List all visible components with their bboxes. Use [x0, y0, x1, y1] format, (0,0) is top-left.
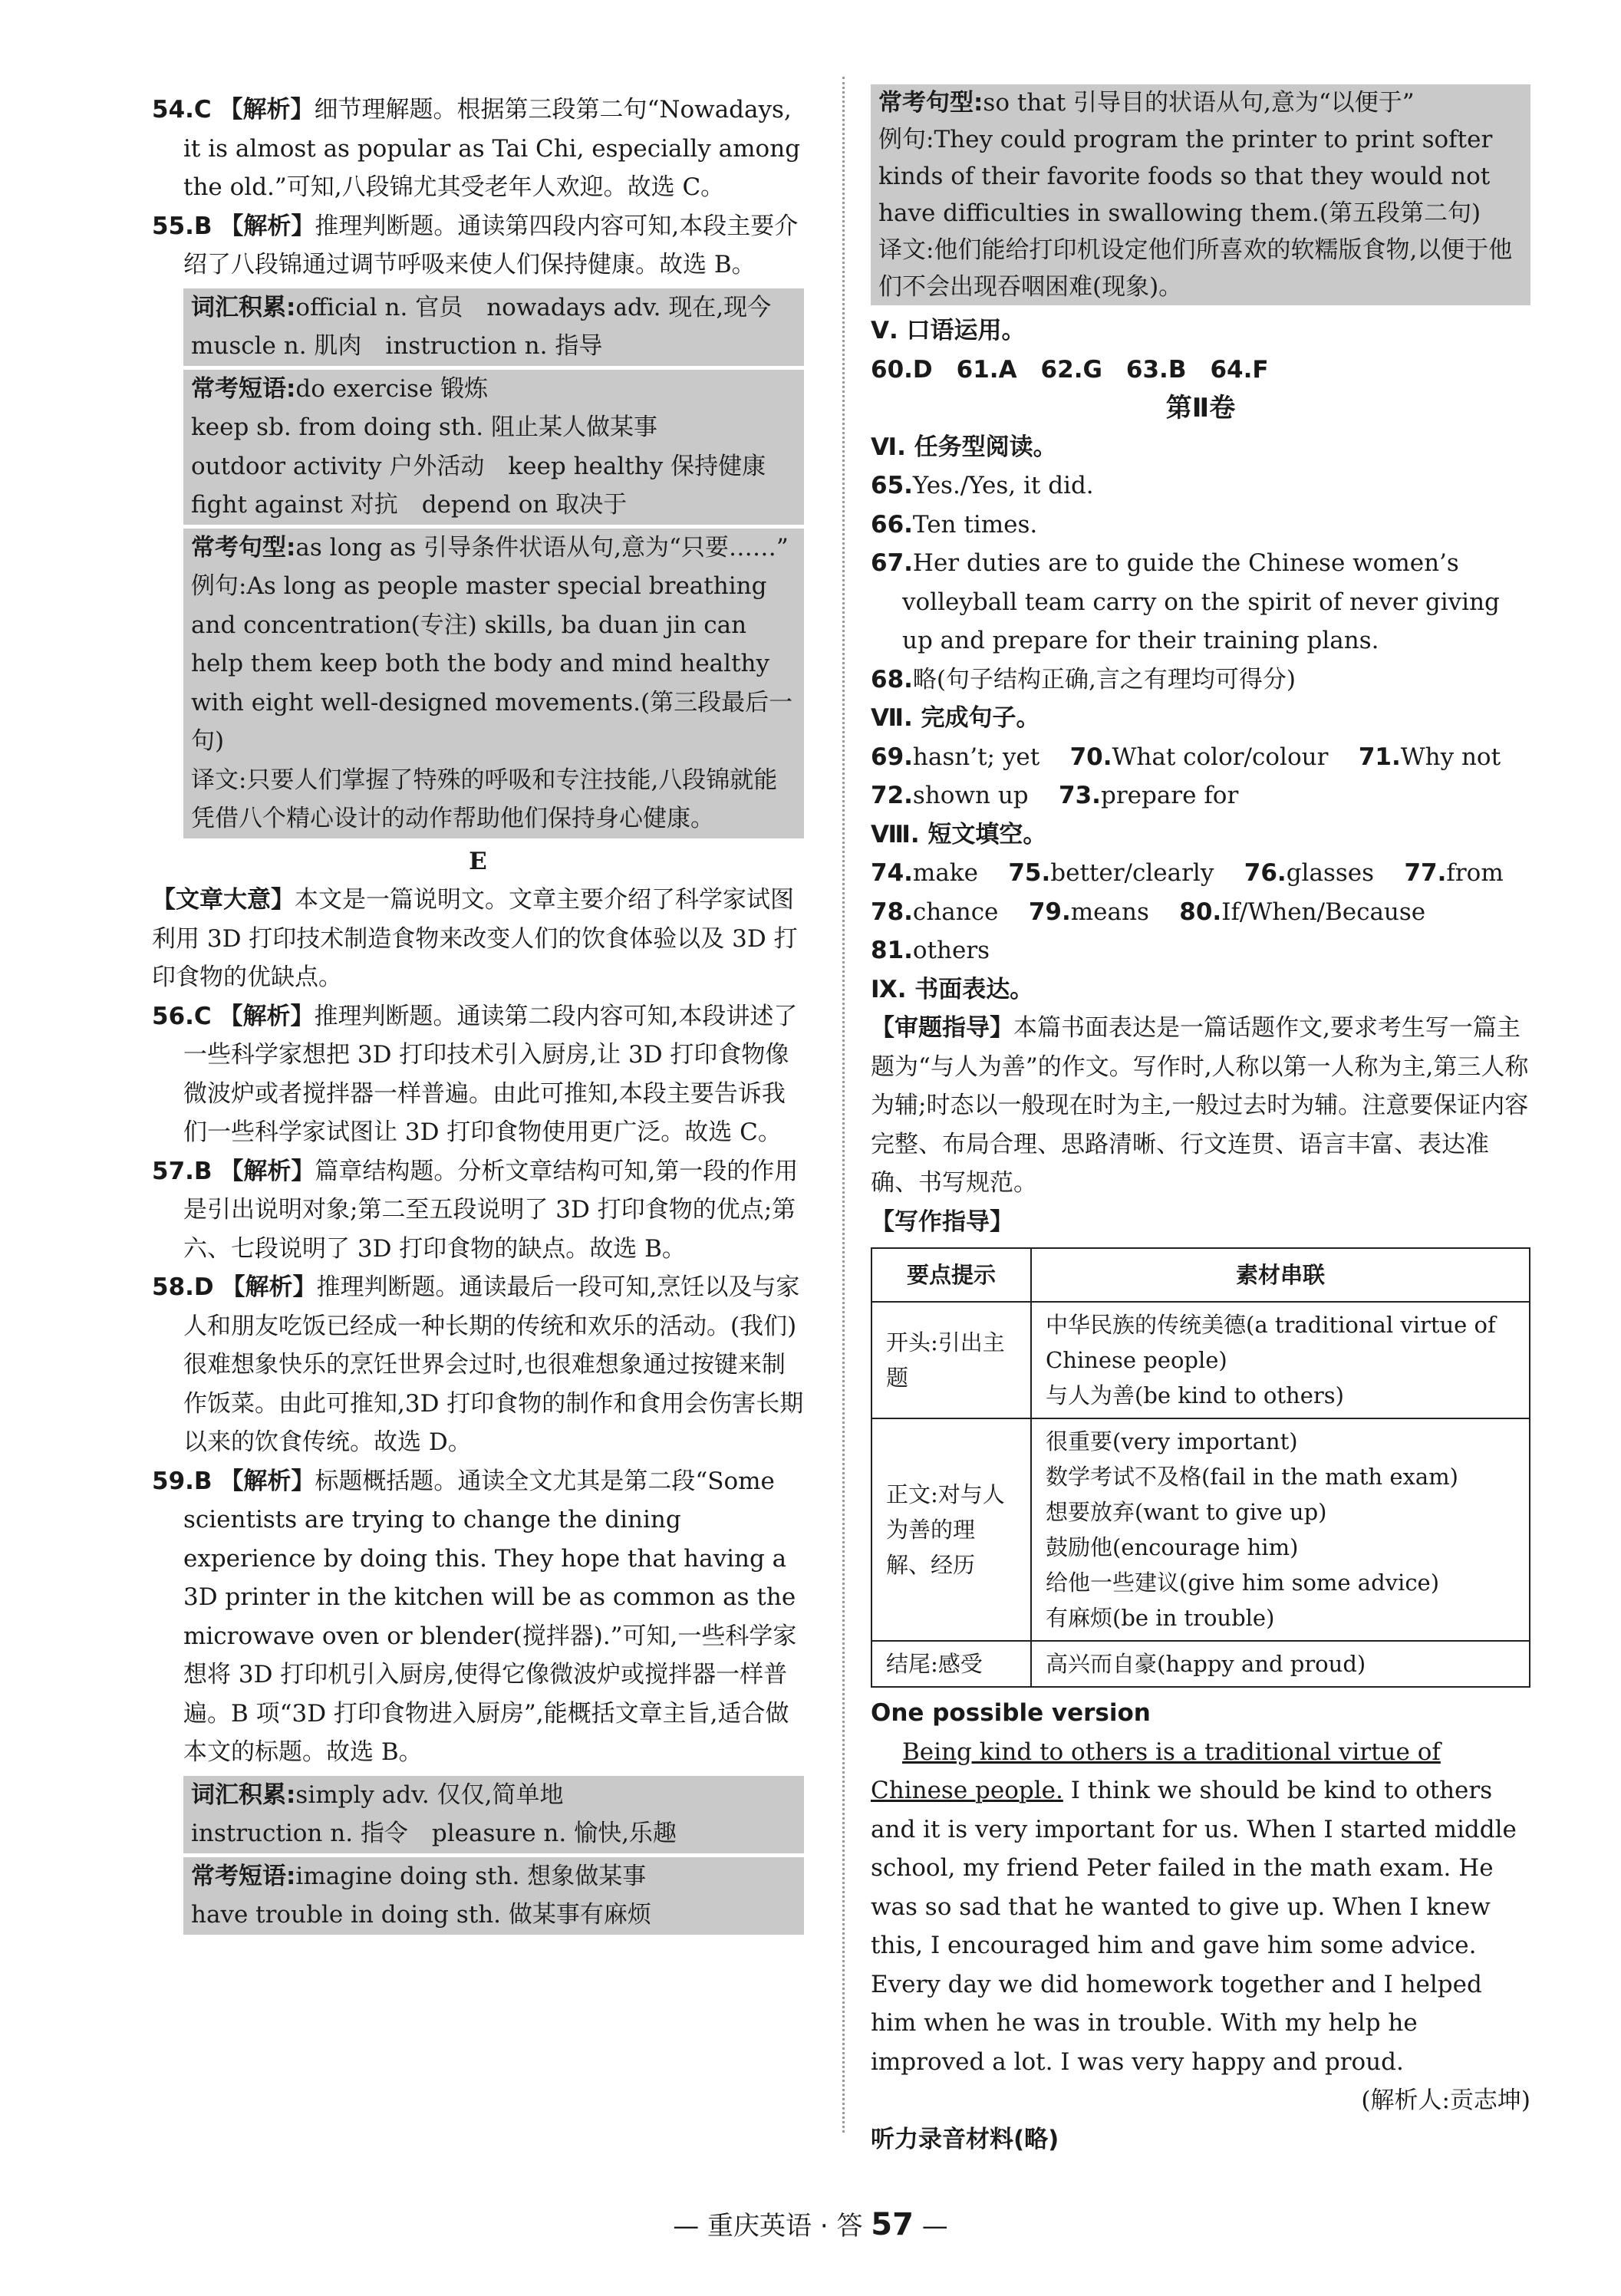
answer-text: 略(句子结构正确,言之有理均可得分): [912, 665, 1296, 693]
answer-text: means: [1070, 898, 1149, 926]
page-footer: [0, 2205, 1621, 2242]
analysis-text: 篇章结构题。分析文章结构可知,第一段的作用是引出说明对象;第二至五段说明了 3D 打印食物的优点;第六、七段说明了 3D 打印食物的缺点。故选 B。: [183, 1157, 799, 1263]
translation-text: 只要人们掌握了特殊的呼吸和专注技能,八段锦就能凭借八个精心设计的动作帮助他们保持身心健康。: [191, 766, 778, 832]
column-divider: [842, 77, 845, 2133]
footer-dash: —: [921, 2211, 948, 2242]
phrase-label: 常考短语:: [191, 374, 296, 403]
answer-55: [152, 207, 804, 285]
phrase-line: outdoor activity 户外活动 keep healthy 保持健康: [191, 452, 766, 480]
left-column: [152, 91, 804, 1939]
answer-number: 80.: [1179, 898, 1222, 926]
phrase-line: imagine doing sth. 想象做某事: [295, 1862, 647, 1890]
table-key-cell: 开头:引出主题: [871, 1302, 1031, 1418]
answer-number: 77.: [1404, 859, 1447, 887]
section-7-title: Ⅶ. 完成句子。: [871, 704, 1040, 732]
table-header-value: 素材串联: [1031, 1248, 1530, 1302]
vocab-label: 词汇积累:: [191, 293, 296, 321]
example-text: As long as people master special breathing and concentration(专注) skills, ba duan jin can help them keep both the body and mind healthy with eight well-designed movements.(第三段最后一句): [191, 572, 793, 755]
section-8-line-1: [871, 854, 1530, 893]
answer-56: [152, 997, 804, 1152]
table-line: 数学考试不及格(fail in the math exam): [1046, 1464, 1458, 1490]
answer-number: 72.: [871, 782, 913, 809]
sentence-box-1: [183, 529, 804, 838]
answer-number: 58.D: [152, 1273, 214, 1301]
answer-text: Her duties are to guide the Chinese women’s volleyball team carry on the spirit of never giving up and prepare for their training plans.: [902, 549, 1500, 654]
answer-number: 59.B: [152, 1467, 213, 1495]
section-7-line-1: [871, 738, 1530, 777]
analysis-text: 标题概括题。通读全文尤其是第二段“Some scientists are trying to change the dining experience by doing this. They hope that having a 3D printer in the kitchen will be as common as the microwave oven or blender(搅拌器).”可知,一些科学家想将 3D 打印机引入厨房,使得它像微波炉或搅拌器一样普遍。B 项“3D 打印食物进入厨房”,能概括文章主旨,适合做本文的标题。故选 B。: [183, 1467, 797, 1766]
answer-68: [871, 660, 1530, 700]
sentence-label: 常考句型:: [191, 533, 296, 562]
answer-number: 66.: [871, 510, 913, 539]
analysis-tag: 【解析】: [219, 1002, 315, 1030]
answer-number: 55.B: [152, 212, 213, 240]
essay-title: One possible version: [871, 1699, 1151, 1727]
vocab-box-1: [183, 288, 804, 366]
translation-text: 他们能给打印机设定他们所喜欢的软糯版食物,以便于他们不会出现吞咽困难(现象)。: [878, 236, 1513, 301]
table-key-cell: 结尾:感受: [871, 1641, 1031, 1687]
footer-label: — 重庆英语 · 答: [673, 2211, 863, 2242]
analysis-tag: 【解析】: [219, 1467, 315, 1495]
section-8-line-2: [871, 893, 1530, 970]
answer-number: 73.: [1059, 782, 1101, 809]
writing-guide-table: [871, 1247, 1530, 1688]
table-line: 有麻烦(be in trouble): [1046, 1605, 1275, 1631]
answer-58: [152, 1268, 804, 1462]
vocab-label: 词汇积累:: [191, 1780, 296, 1809]
phrase-line: fight against 对抗 depend on 取决于: [191, 491, 628, 519]
essay-topic-sentence: Being kind to others is a traditional virtue of Chinese people.: [871, 1738, 1441, 1804]
answer-number: 81.: [871, 937, 913, 964]
answer-text: Why not: [1400, 743, 1501, 771]
section-5-answers: 60.D 61.A 62.G 63.B 64.F: [871, 355, 1269, 384]
phrase-box-2: [183, 1857, 804, 1935]
answer-67: [871, 544, 1530, 660]
essay-body: I think we should be kind to others and it is very important for us. When I started middle school, my friend Peter failed in the math exam. He was so sad that he wanted to give up. When I knew this, I encouraged him and gave him some advice. Every day we did homework together and I helped him when he was in trouble. With my help he improved a lot. I was very happy and proud.: [871, 1777, 1517, 2076]
table-line: 给他一些建议(give him some advice): [1046, 1570, 1440, 1596]
table-row: [871, 1641, 1530, 1687]
section-5-title: Ⅴ. 口语运用。: [871, 317, 1026, 344]
answer-number: 79.: [1028, 898, 1071, 926]
phrase-line: keep sb. from doing sth. 阻止某人做某事: [191, 413, 657, 441]
table-line: 中华民族的传统美德(a traditional virtue of Chinese people): [1046, 1312, 1496, 1373]
answer-65: [871, 466, 1530, 506]
section-7-line-2: [871, 776, 1530, 815]
analyst-credit: (解析人:贡志坤): [1361, 2087, 1530, 2114]
answer-number: 70.: [1069, 743, 1112, 771]
vocab-line: simply adv. 仅仅,简单地: [295, 1780, 564, 1809]
sentence-box-2: [871, 84, 1530, 305]
writing-review-guide: [871, 1009, 1530, 1203]
table-value-cell: [1031, 1418, 1530, 1641]
answer-text: Ten times.: [912, 510, 1038, 539]
vocab-line: instruction n. 指令 pleasure n. 愉快,乐趣: [191, 1820, 677, 1847]
table-header-row: [871, 1248, 1530, 1302]
answer-text: from: [1446, 859, 1504, 887]
answer-text: Yes./Yes, it did.: [912, 472, 1094, 499]
table-key-cell: 正文:对与人为善的理解、经历: [871, 1418, 1031, 1641]
answer-number: 74.: [871, 859, 913, 887]
answer-number: 69.: [871, 743, 913, 771]
translation-label: 译文:: [191, 766, 247, 794]
guide-tag: 【审题指导】: [871, 1014, 1013, 1042]
table-value-cell: [1031, 1641, 1530, 1687]
answer-text: make: [912, 859, 978, 887]
analysis-tag: 【解析】: [219, 96, 315, 124]
analysis-text: 推理判断题。通读最后一段可知,烹饪以及与家人和朋友吃饭已经成一种长期的传统和欢乐的活动。(我们)很难想象快乐的烹饪世界会过时,也很难想象通过按键来制作饭菜。由此可推知,3D 打印食物的制作和食用会伤害长期以来的饮食传统。故选 D。: [183, 1273, 804, 1456]
table-line: 鼓励他(encourage him): [1046, 1534, 1299, 1560]
translation-label: 译文:: [878, 236, 934, 264]
table-line: 与人为善(be kind to others): [1046, 1382, 1344, 1408]
analysis-tag: 【解析】: [221, 1273, 317, 1301]
answer-59: [152, 1462, 804, 1772]
answer-text: better/clearly: [1050, 859, 1214, 887]
table-row: [871, 1418, 1530, 1641]
table-line: 高兴而自豪(happy and proud): [1046, 1651, 1366, 1677]
answer-number: 67.: [871, 549, 913, 577]
sentence-text: as long as 引导条件状语从句,意为“只要……”: [295, 533, 789, 562]
guide-text: 本篇书面表达是一篇话题作文,要求考生写一篇主题为“与人为善”的作文。写作时,人称以第一人称为主,第三人称为辅;时态以一般现在时为主,一般过去时为辅。注意要保证内容完整、布局合理、思路清晰、行文连贯、语言丰富、表达准确、书写规范。: [871, 1014, 1529, 1197]
summary-text: 本文是一篇说明文。文章主要介绍了科学家试图利用 3D 打印技术制造食物来改变人们的饮食体验以及 3D 打印食物的优缺点。: [152, 886, 798, 991]
vocab-box-2: [183, 1776, 804, 1853]
example-label: 例句:: [191, 572, 247, 600]
answer-54: [152, 91, 804, 207]
table-line: 很重要(very important): [1046, 1428, 1298, 1454]
answer-number: 54.C: [152, 96, 212, 124]
answer-number: 76.: [1244, 859, 1287, 887]
section-8-title: Ⅷ. 短文填空。: [871, 820, 1047, 848]
answer-text: If/When/Because: [1221, 898, 1426, 926]
answer-number: 71.: [1358, 743, 1401, 771]
answer-number: 56.C: [152, 1002, 212, 1030]
phrase-line: do exercise 锻炼: [295, 374, 489, 403]
writing-guide-title: 【写作指导】: [871, 1207, 1013, 1236]
sentence-text: so that 引导目的状语从句,意为“以便于”: [983, 89, 1415, 117]
analysis-text: 细节理解题。根据第三段第二句“Nowadays, it is almost as popular as Tai Chi, especially among the old.”可知,八段锦尤其受老年人欢迎。故选 C。: [183, 96, 801, 201]
answer-number: 57.B: [152, 1157, 213, 1185]
answer-text: What color/colour: [1112, 743, 1329, 771]
answer-66: [871, 506, 1530, 545]
table-line: 想要放弃(want to give up): [1046, 1499, 1327, 1525]
article-summary: [152, 881, 804, 997]
answer-57: [152, 1152, 804, 1269]
vocab-line: official n. 官员 nowadays adv. 现在,现今: [295, 293, 772, 321]
phrase-box-1: [183, 370, 804, 525]
phrase-label: 常考短语:: [191, 1862, 296, 1890]
answer-text: hasn’t; yet: [912, 743, 1040, 771]
volume-2-title: 第Ⅱ卷: [1165, 393, 1236, 423]
answer-text: glasses: [1286, 859, 1375, 887]
table-header-key: 要点提示: [871, 1248, 1031, 1302]
analysis-tag: 【解析】: [219, 212, 315, 240]
right-column: [871, 84, 1530, 2159]
table-value-cell: [1031, 1302, 1530, 1418]
analysis-text: 推理判断题。通读第二段内容可知,本段讲述了一些科学家想把 3D 打印技术引入厨房,让 3D 打印食物像微波炉或者搅拌器一样普遍。由此可推知,本段主要告诉我们一些科学家试图让 3D 打印食物使用更广泛。故选 C。: [183, 1002, 798, 1146]
listening-material-note: 听力录音材料(略): [871, 2125, 1059, 2153]
analysis-tag: 【解析】: [219, 1157, 315, 1185]
section-6-title: Ⅵ. 任务型阅读。: [871, 433, 1057, 461]
table-row: [871, 1302, 1530, 1418]
section-e-heading: E: [469, 847, 487, 875]
phrase-line: have trouble in doing sth. 做某事有麻烦: [191, 1901, 651, 1929]
sentence-label: 常考句型:: [878, 89, 983, 117]
answer-number: 78.: [871, 898, 913, 926]
answer-text: chance: [912, 898, 999, 926]
answer-text: prepare for: [1100, 782, 1239, 809]
answer-text: others: [912, 937, 990, 964]
example-text: They could program the printer to print softer kinds of their favorite foods so that they would not have difficulties in swallowing them.(第五段第二句): [878, 126, 1493, 227]
summary-tag: 【文章大意】: [152, 886, 295, 914]
answer-text: shown up: [912, 782, 1029, 809]
answer-number: 65.: [871, 472, 913, 499]
answer-number: 68.: [871, 665, 913, 693]
analysis-text: 推理判断题。通读第四段内容可知,本段主要介绍了八段锦通过调节呼吸来使人们保持健康。故选 B。: [183, 212, 799, 278]
vocab-line: muscle n. 肌肉 instruction n. 指导: [191, 332, 603, 360]
model-essay: [871, 1733, 1530, 2082]
page-number: 57: [871, 2207, 914, 2242]
section-9-title: Ⅸ. 书面表达。: [871, 975, 1034, 1003]
example-label: 例句:: [878, 126, 934, 153]
answer-number: 75.: [1008, 859, 1051, 887]
